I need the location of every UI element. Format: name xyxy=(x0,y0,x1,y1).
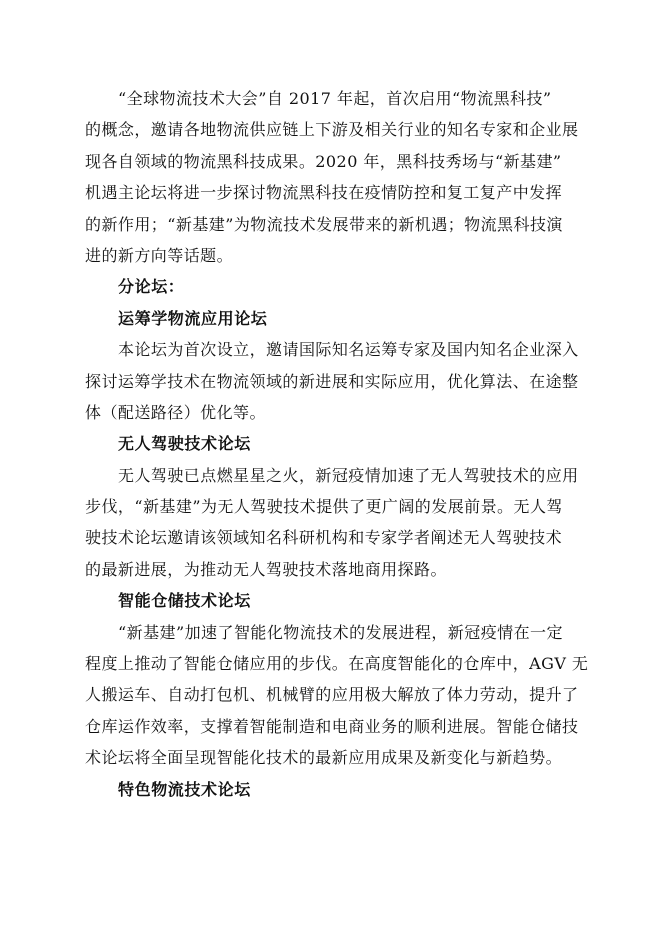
paragraph-line: 进的新方向等话题。 xyxy=(85,245,234,265)
paragraph-line: 程度上推动了智能仓储应用的步伐。在高度智能化的仓库中，AGV 无 xyxy=(85,654,589,674)
section-smart-warehousing xyxy=(85,585,589,773)
section-title: 运筹学物流应用论坛 xyxy=(118,308,268,328)
intro-paragraph xyxy=(85,83,583,271)
paragraph-line: 现各自领域的物流黑科技成果。2020 年，黑科技秀场与“新基建” xyxy=(85,151,562,171)
paragraph-line: 机遇主论坛将进一步探讨物流黑科技在疫情防控和复工复产中发挥 xyxy=(85,183,563,203)
section-operations-research xyxy=(85,303,583,429)
paragraph-line: 体（配送路径）优化等。 xyxy=(85,402,266,422)
sub-forums-label: 分论坛： xyxy=(118,277,185,297)
section-title: 智能仓储技术论坛 xyxy=(118,591,251,611)
section-autonomous-driving xyxy=(85,428,583,585)
paragraph-line: 本论坛为首次设立，邀请国际知名运筹专家及国内知名企业深入 xyxy=(118,340,579,360)
paragraph-line: 无人驾驶已点燃星星之火，新冠疫情加速了无人驾驶技术的应用 xyxy=(118,465,579,485)
paragraph-line: 步伐，“新基建”为无人驾驶技术提供了更广阔的发展前景。无人驾 xyxy=(85,497,563,517)
paragraph-line: 探讨运筹学技术在物流领域的新进展和实际应用，优化算法、在途整 xyxy=(85,371,579,391)
section-title: 特色物流技术论坛 xyxy=(118,779,251,799)
paragraph-line: “全球物流技术大会”自 2017 年起，首次启用“物流黑科技” xyxy=(118,89,552,108)
document-body xyxy=(85,83,589,805)
paragraph-line: “新基建”加速了智能化物流技术的发展进程，新冠疫情在一定 xyxy=(118,622,563,642)
paragraph-line: 的最新进展，为推动无人驾驶技术落地商用探路。 xyxy=(85,559,447,579)
paragraph-line: 术论坛将全面呈现智能化技术的最新应用成果及新变化与新趋势。 xyxy=(85,748,563,768)
section-title: 无人驾驶技术论坛 xyxy=(118,434,251,454)
paragraph-line: 的概念，邀请各地物流供应链上下游及相关行业的知名专家和企业展 xyxy=(85,120,579,140)
paragraph-line: 的新作用；“新基建”为物流技术发展带来的新机遇；物流黑科技演 xyxy=(85,214,563,234)
paragraph-line: 人搬运车、自动打包机、机械臂的应用极大解放了体力劳动，提升了 xyxy=(85,685,579,705)
paragraph-line: 驶技术论坛邀请该领域知名科研机构和专家学者阐述无人驾驶技术 xyxy=(85,528,563,548)
section-specialty-logistics xyxy=(85,774,583,805)
paragraph-line: 仓库运作效率，支撑着智能制造和电商业务的顺利进展。智能仓储技 xyxy=(85,716,579,736)
